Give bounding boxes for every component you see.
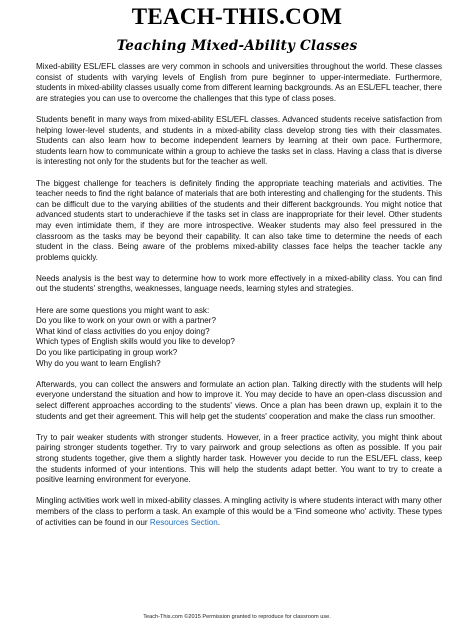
question-item: Why do you want to learn English? (36, 358, 161, 368)
question-list (36, 306, 442, 370)
article-body (36, 62, 442, 539)
paragraph-needs-analysis: Needs analysis is the best way to determine how to work more effectively in a mixed-ability class. You can find out the students' strengths, weaknesses, language needs, learning styles and strategies. (36, 273, 442, 294)
paragraph-intro: Mixed-ability ESL/EFL classes are very common in schools and universities throughout the world. These classes consist of students with varying levels of English from pure beginner to upper-intermediate. Furthermore, students in mixed-ability classes usually come from different learning backgrounds. As an ESL/EFL teacher, there are strategies you can use to overcome the challenges that this type of class poses. (36, 62, 442, 103)
mingling-text: Mingling activities work well in mixed-ability classes. A mingling activity is where students interact with many other members of the class to perform a task. An example of this would be a 'Find someone who' activity. These types of activities can be found in our (36, 496, 442, 527)
paragraph-challenges: The biggest challenge for teachers is definitely finding the appropriate teaching materials and activities. The teacher needs to find the right balance of materials that are both interesting and challenging for the students. This can be difficult due to the varying abilities of the students and their different backgrounds. You might notice that advanced students start to underachieve if the tasks set in class are inappropriate for their level. Other students may even intimidate them, if they are more introspective. Weaker students may also feel pressured in the classroom as the tasks may be beyond their capability. It can also take time to determine the needs of each student in the class. Being aware of the problems mixed-ability classes face helps the teacher tackle any problems quickly. (36, 178, 442, 262)
paragraph-pairing: Try to pair weaker students with stronger students. However, in a freer practice activity, you might think about pairing stronger students together. Try to vary pairwork and group selections as often as possible. If you pair strong students together, give them a slightly harder task. However you decide to run the ESL/EFL class, keep the students informed of your intentions. This will help the students adapt better. You want to try to create a positive learning environment for everyone. (36, 432, 442, 485)
site-brand: TEACH-THIS.COM (131, 4, 343, 29)
question-item: What kind of class activities do you enjoy doing? (36, 326, 210, 336)
resources-section-link[interactable]: Resources Section (149, 517, 218, 527)
question-item: Do you like to work on your own or with a partner? (36, 316, 216, 326)
question-list-intro: Here are some questions you might want to ask: (36, 305, 210, 315)
page-title: Teaching Mixed-Ability Classes (116, 38, 358, 54)
paragraph-mingling (36, 496, 442, 528)
question-item: Which types of English skills would you like to develop? (36, 337, 235, 347)
mingling-end: . (217, 517, 221, 527)
paragraph-benefits: Students benefit in many ways from mixed-ability ESL/EFL classes. Advanced students receive satisfaction from helping lower-level students, and students in a mixed-ability class develop strong ties with their classmates. Students can also learn how to become independent learners by learning at their own pace. Furthermore, students learn how to communicate within a group to achieve the tasks set in class. Having a class that is diverse is interesting not only for the students but for the teacher as well. (36, 114, 442, 167)
page-footer: Teach-This.com ©2015 Permission granted to reproduce for classroom use. (143, 614, 331, 620)
question-item: Do you like participating in group work? (36, 348, 178, 358)
paragraph-action-plan: Afterwards, you can collect the answers and formulate an action plan. Talking directly with the students will help everyone understand the situation and how to improve it. You may decide to have an open-class discussion and select different approaches according to the students' views. Once a plan has been drawn up, explain it to the students and get their agreement. This will help get the students' cooperation and make the class run smoother. (36, 379, 442, 421)
